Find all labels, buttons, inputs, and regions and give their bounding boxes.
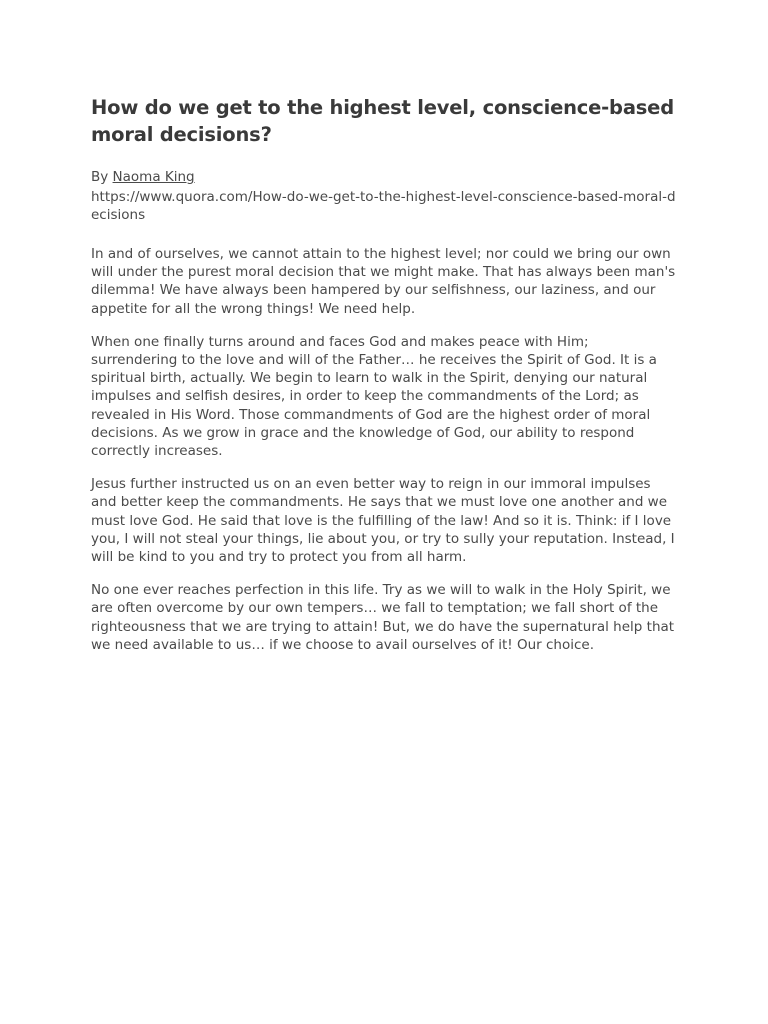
author-link[interactable]: Naoma King: [112, 169, 195, 185]
by-label: By: [91, 169, 113, 185]
article-body: [91, 245, 676, 654]
article-title: How do we get to the highest level, conscience-based moral decisions?: [91, 96, 674, 146]
source-url[interactable]: https://www.quora.com/How-do-we-get-to-the-highest-level-conscience-based-moral-decisions: [91, 189, 676, 223]
byline: [91, 168, 676, 186]
paragraph: In and of ourselves, we cannot attain to the highest level; nor could we bring our own will under the purest moral decision that we might make. That has always been man's dilemma! We have always been hampered by our selfishness, our laziness, and our appetite for all the wrong things! We need help.: [91, 246, 676, 317]
paragraph: Jesus further instructed us on an even better way to reign in our immoral impulses and better keep the commandments. He says that we must love one another and we must love God. He said that love is the fulfilling of the law! And so it is. Think: if I love you, I will not steal your things, lie about you, or try to sully your reputation. Instead, I will be kind to you and try to protect you from all harm.: [91, 476, 675, 566]
paragraph: When one finally turns around and faces God and makes peace with Him; surrendering to the love and will of the Father… he receives the Spirit of God. It is a spiritual birth, actually. We begin to learn to walk in the Spirit, denying our natural impulses and selfish desires, in order to keep the commandments of the Lord; as revealed in His Word. Those commandments of God are the highest order of moral decisions. As we grow in grace and the knowledge of God, our ability to respond correctly increases.: [91, 333, 657, 460]
paragraph: No one ever reaches perfection in this life. Try as we will to walk in the Holy Spirit, we are often overcome by our own tempers… we fall to temptation; we fall short of the righteousness that we are trying to attain! But, we do have the supernatural help that we need available to us… if we choose to avail ourselves of it! Our choice.: [91, 582, 675, 653]
